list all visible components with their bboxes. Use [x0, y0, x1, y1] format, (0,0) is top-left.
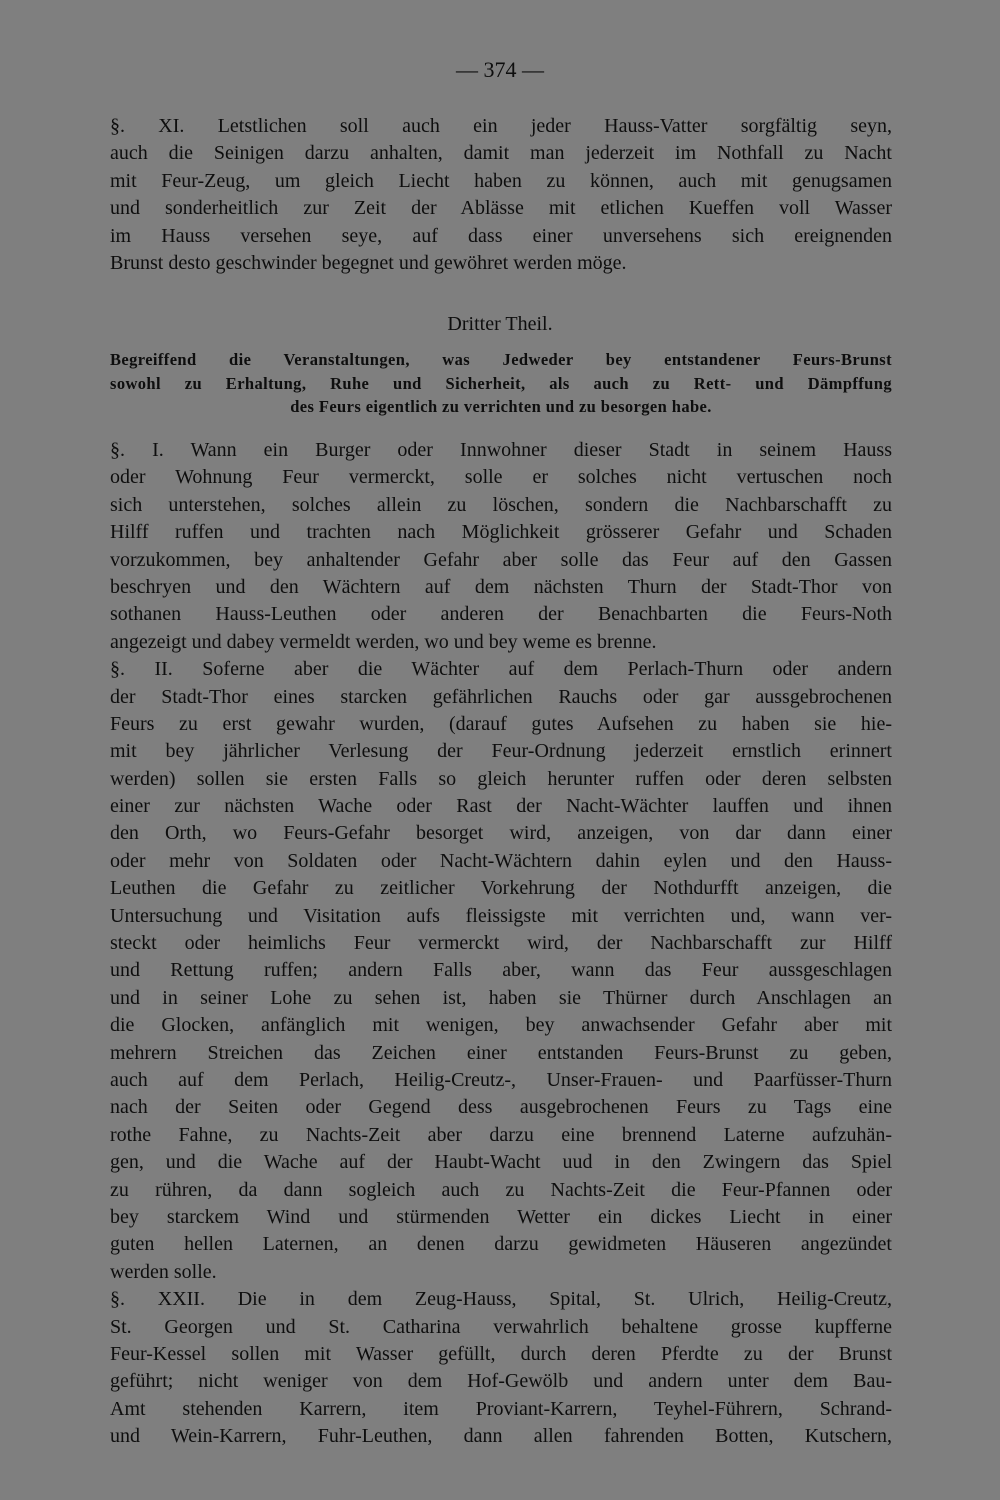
text-line: mit bey jährlicher Verlesung der Feur-Ordnung jederzeit ernstlich erinnert [110, 740, 892, 763]
text-line: einer zur nächsten Wache oder Rast der Nacht-Wächter lauffen und ihnen [110, 795, 892, 818]
text-line: mit Feur-Zeug, um gleich Liecht haben zu können, auch mit genugsamen [110, 169, 892, 192]
text-line: sich unterstehen, solches allein zu löschen, sondern die Nachbarschafft zu [110, 493, 892, 516]
text-line: werden solle. [110, 1260, 217, 1283]
text-line: vorzukommen, bey anhaltender Gefahr aber solle das Feur auf den Gassen [110, 548, 892, 571]
text-line: und in seiner Lohe zu sehen ist, haben sie Thürner durch Anschlagen an [110, 986, 892, 1009]
text-line: §. II. Soferne aber die Wächter auf dem Perlach-Thurn oder andern [110, 658, 892, 681]
text-line: nach der Seiten oder Gegend dess ausgebrochenen Feurs zu Tags eine [110, 1096, 892, 1119]
part-summary [110, 348, 892, 419]
text-line: guten hellen Laternen, an denen darzu gewidmeten Häuseren angezündet [110, 1233, 892, 1256]
text-line: Feurs zu erst gewahr wurden, (darauf gutes Aufsehen zu haben sie hie- [110, 712, 892, 735]
text-line: und Rettung ruffen; andern Falls aber, wann das Feur aussgeschlagen [110, 959, 892, 982]
text-line: sothanen Hauss-Leuthen oder anderen der Benachbarten die Feurs-Noth [110, 603, 892, 626]
text-line: den Orth, wo Feurs-Gefahr besorget wird, anzeigen, von dar dann einer [110, 822, 892, 845]
text-line: §. XXII. Die in dem Zeug-Hauss, Spital, St. Ulrich, Heilig-Creutz, [110, 1288, 892, 1311]
text-line: §. I. Wann ein Burger oder Innwohner dieser Stadt in seinem Hauss [110, 439, 892, 461]
text-line: geführt; nicht weniger von dem Hof-Gewölb und andern unter dem Bau- [110, 1370, 892, 1393]
page-number: — 374 — [456, 57, 544, 82]
summary-line: Begreiffend die Veranstaltungen, was Jedweder bey entstandener Feurs-Brunst [110, 350, 892, 369]
text-line: mehrern Streichen das Zeichen einer entstanden Feurs-Brunst zu geben, [110, 1041, 892, 1064]
text-line: Untersuchung und Visitation aufs fleissigste mit verrichten und, wann ver- [110, 904, 892, 927]
text-line: beschryen und den Wächtern auf dem nächsten Thurn der Stadt-Thor von [110, 575, 892, 598]
text-line: die Glocken, anfänglich mit wenigen, bey anwachsender Gefahr aber mit [110, 1014, 892, 1037]
text-line: und sonderheitlich zur Zeit der Ablässe mit etlichen Kueffen voll Wasser [110, 197, 892, 220]
text-line: rothe Fahne, zu Nachts-Zeit aber darzu eine brennend Laterne aufzuhän- [110, 1123, 892, 1146]
text-line: gen, und die Wache auf der Haubt-Wacht uud in den Zwingern das Spiel [110, 1151, 892, 1174]
text-line: auch die Seinigen darzu anhalten, damit man jederzeit im Nothfall zu Nacht [110, 142, 892, 165]
text-line: zu rühren, da dann sogleich auch zu Nachts-Zeit die Feur-Pfannen oder [110, 1178, 892, 1201]
summary-line: sowohl zu Erhaltung, Ruhe und Sicherheit, als auch zu Rett- und Dämpffung [110, 373, 892, 393]
text-line: werden) sollen sie ersten Falls so gleich herunter ruffen oder deren selbsten [110, 767, 892, 790]
text-line: im Hauss versehen seye, auf dass einer unversehens sich ereignenden [110, 224, 892, 247]
text-line: Leuthen die Gefahr zu zeitlicher Vorkehrung der Nothdurfft anzeigen, die [110, 877, 892, 900]
text-line: Brunst desto geschwinder begegnet und gewöhret werden möge. [110, 251, 627, 274]
section-xi-paragraph [110, 113, 892, 277]
text-line: steckt oder heimlichs Feur vermerckt wird, der Nachbarschafft zur Hilff [110, 932, 892, 955]
text-line: angezeigt und dabey vermeldt werden, wo und bey weme es brenne. [110, 630, 657, 653]
text-line: auch auf dem Perlach, Heilig-Creutz-, Unser-Frauen- und Paarfüsser-Thurn [110, 1068, 892, 1091]
text-line: der Stadt-Thor eines starcken gefährlichen Rauchs oder gar aussgebrochenen [110, 685, 892, 708]
text-line: oder Wohnung Feur vermerckt, solle er solches nicht vertuschen noch [110, 466, 892, 489]
text-line: Feur-Kessel sollen mit Wasser gefüllt, durch deren Pferdte zu der Brunst [110, 1342, 892, 1365]
text-line: Hilff ruffen und trachten nach Möglichkeit grösserer Gefahr und Schaden [110, 521, 892, 544]
part-heading: Dritter Theil. [447, 313, 553, 335]
text-line: §. XI. Letstlichen soll auch ein jeder Hauss-Vatter sorgfältig seyn, [110, 115, 892, 137]
body-text [110, 437, 892, 1450]
summary-line: des Feurs eigentlich zu verrichten und zu besorgen habe. [290, 397, 712, 416]
text-line: Amt stehenden Karrern, item Proviant-Karrern, Teyhel-Führern, Schrand- [110, 1397, 892, 1420]
text-line: bey starckem Wind und stürmenden Wetter ein dickes Liecht in einer [110, 1205, 892, 1228]
text-line: St. Georgen und St. Catharina verwahrlich behaltene grosse kupfferne [110, 1315, 892, 1338]
text-line: oder mehr von Soldaten oder Nacht-Wächtern dahin eylen und den Hauss- [110, 849, 892, 872]
text-line: und Wein-Karrern, Fuhr-Leuthen, dann allen fahrenden Botten, Kutschern, [110, 1425, 892, 1448]
